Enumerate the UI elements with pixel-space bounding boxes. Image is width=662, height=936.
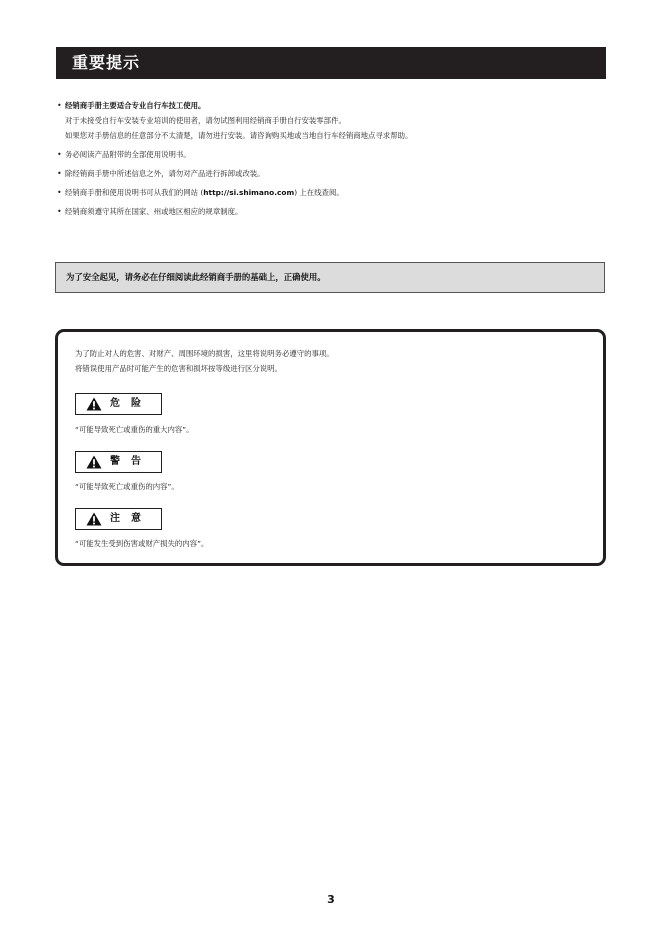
danger-label-text: 危险 xyxy=(110,398,152,409)
notes-list xyxy=(57,98,617,223)
note-text: 务必阅读产品附带的全部使用说明书。 xyxy=(65,150,191,159)
warning-triangle-icon xyxy=(86,397,102,411)
note-text: 经销商须遵守其所在国家、州或地区相应的规章制度。 xyxy=(65,207,243,216)
caution-description: “可能发生受到伤害或财产损失的内容”。 xyxy=(75,539,209,548)
note-text: 如果您对手册信息的任意部分不太清楚，请勿进行安装。请咨询购买地或当地自行车经销商地点寻求帮助。 xyxy=(65,131,413,140)
bullet-icon: • xyxy=(57,188,62,197)
bullet-icon: • xyxy=(57,169,62,178)
note-text: 对于未接受自行车安装专业培训的使用者，请勿试图利用经销商手册自行安装零部件。 xyxy=(65,116,346,125)
danger-description: “可能导致死亡或重伤的重大内容”。 xyxy=(75,425,194,434)
bullet-icon: • xyxy=(57,207,62,216)
caution-label-text: 注意 xyxy=(110,513,152,524)
warning-label xyxy=(75,451,162,473)
note-item xyxy=(57,185,617,200)
website-link[interactable]: http://si.shimano.com xyxy=(203,188,295,197)
bullet-icon: • xyxy=(57,101,62,110)
danger-label xyxy=(75,393,162,415)
caution-label xyxy=(75,508,162,530)
section-title: 重要提示 xyxy=(72,53,141,72)
panel-intro xyxy=(75,346,334,376)
section-header xyxy=(56,47,606,79)
safety-notice-text: 为了安全起见，请务必在仔细阅读此经销商手册的基础上，正确使用。 xyxy=(66,272,326,282)
intro-line: 将错误使用产品时可能产生的危害和损坏按等级进行区分说明。 xyxy=(75,364,282,373)
warning-description: “可能导致死亡或重伤的内容”。 xyxy=(75,482,179,491)
warning-triangle-icon xyxy=(86,455,102,469)
note-item xyxy=(57,98,617,143)
warning-label-text: 警告 xyxy=(110,456,152,467)
note-item xyxy=(57,204,617,219)
note-text: ) 上在线查阅。 xyxy=(294,188,344,197)
note-item xyxy=(57,147,617,162)
note-text: 经销商手册和使用说明书可从我们的网站 ( xyxy=(65,188,204,197)
safety-notice-box xyxy=(55,262,605,293)
note-title: 经销商手册主要适合专业自行车技工使用。 xyxy=(65,101,206,110)
note-item xyxy=(57,166,617,181)
page-number: 3 xyxy=(327,893,335,906)
note-text: 除经销商手册中所述信息之外，请勿对产品进行拆卸或改装。 xyxy=(65,169,265,178)
bullet-icon: • xyxy=(57,150,62,159)
intro-line: 为了防止对人的危害、对财产、周围环境的损害，这里将说明务必遵守的事项。 xyxy=(75,349,334,358)
warning-triangle-icon xyxy=(86,512,102,526)
warning-levels-panel xyxy=(55,329,606,566)
